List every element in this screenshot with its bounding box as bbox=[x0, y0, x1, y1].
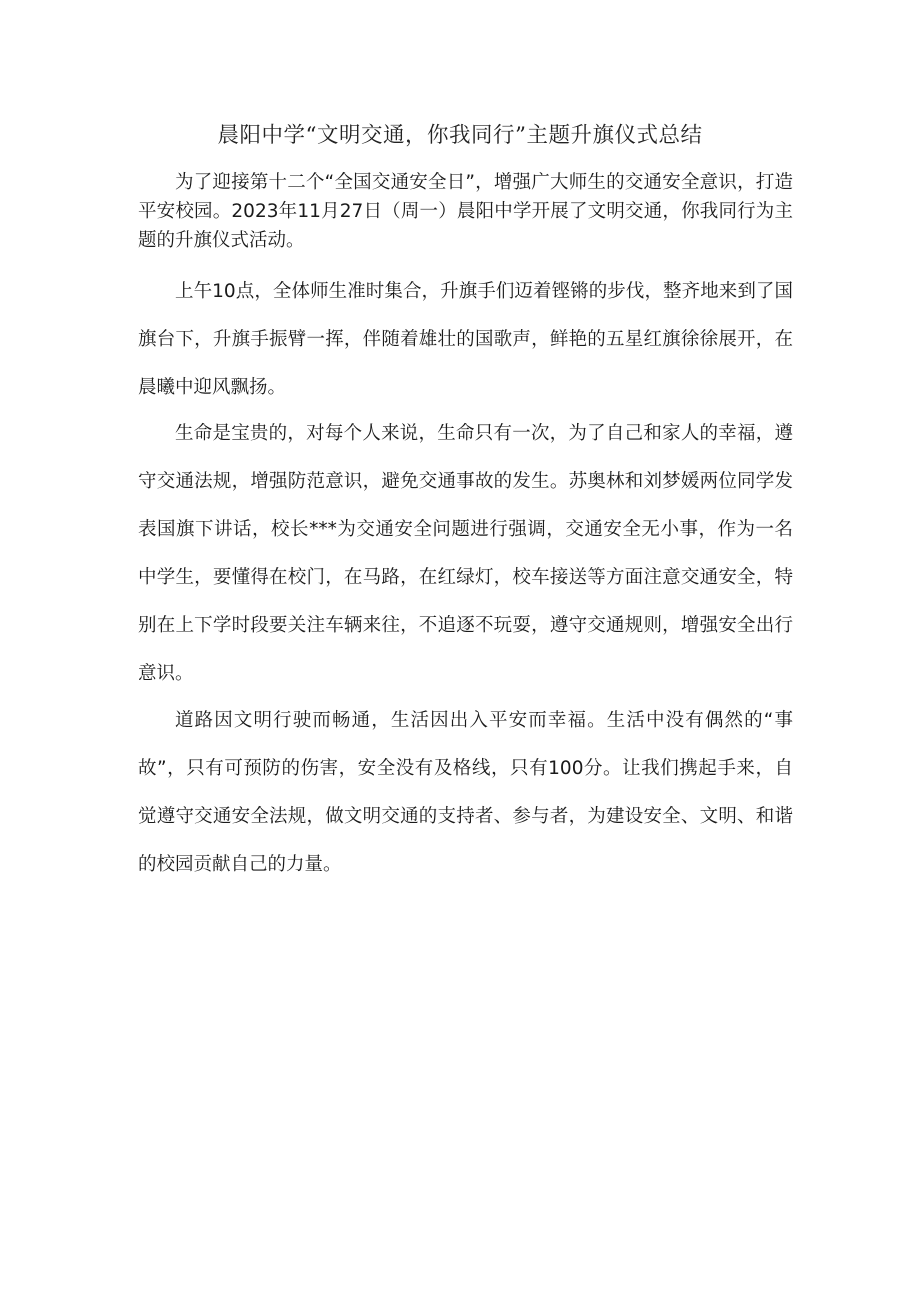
paragraph-intro: 为了迎接第十二个“全国交通安全日”，增强广大师生的交通安全意识，打造平安校园。2023年11月27日（周一）晨阳中学开展了文明交通，你我同行为主题的升旗仪式活动。 bbox=[138, 172, 793, 251]
document-title: 晨阳中学“文明交通，你我同行”主题升旗仪式总结 bbox=[217, 123, 703, 148]
paragraph-safety-speech: 生命是宝贵的，对每个人来说，生命只有一次，为了自己和家人的幸福，遵守交通法规，增强防范意识，避免交通事故的发生。苏奥林和刘梦媛两位同学发表国旗下讲话，校长***为交通安全问题进行强调，交通安全无小事，作为一名中学生，要懂得在校门，在马路，在红绿灯，校车接送等方面注意交通安全，特别在上下学时段要关注车辆来往，不追逐不玩耍，遵守交通规则，增强安全出行意识。 bbox=[138, 423, 793, 684]
paragraph-conclusion: 道路因文明行驶而畅通，生活因出入平安而幸福。生活中没有偶然的“事故”，只有可预防的伤害，安全没有及格线，只有100分。让我们携起手来，自觉遵守交通安全法规，做文明交通的支持者、参与者，为建设安全、文明、和谐的校园贡献自己的力量。 bbox=[138, 710, 793, 875]
paragraph-flag-raising: 上午10点，全体师生准时集合，升旗手们迈着铿锵的步伐，整齐地来到了国旗台下，升旗手振臂一挥，伴随着雄壮的国歌声，鲜艳的五星红旗徐徐展开，在晨曦中迎风飘扬。 bbox=[138, 281, 793, 398]
